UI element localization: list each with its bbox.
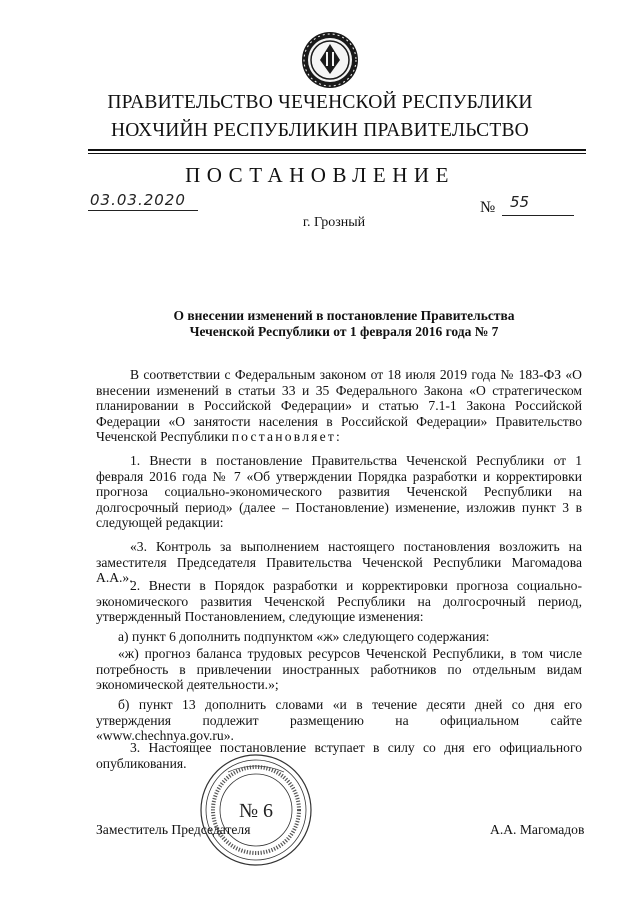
city: г. Грозный: [302, 215, 366, 230]
decree-date: 03.03.2020: [90, 191, 186, 209]
signer-name: А.А. Магомадов: [490, 822, 585, 837]
item-3-text: 3. Настоящее постановление вступает в силу со дня его официального опубликования.: [96, 740, 582, 771]
signer-title: Заместитель Председателя: [96, 822, 251, 837]
item-2a: [96, 629, 582, 645]
item-2: [96, 578, 582, 625]
document-type: ПОСТАНОВЛЕНИЕ: [185, 163, 455, 187]
header-rule-thick: [88, 149, 586, 151]
item-2a-quote: [96, 646, 582, 693]
item-2b-text: б) пункт 13 дополнить словами «и в течение десяти дней со дня его утверждения подлежит размещению на официальном сайте «www.chechnya.gov.ru».: [96, 697, 582, 744]
decree-subject: [120, 308, 568, 340]
header-rule-thin: [88, 153, 586, 154]
item-2-text: 2. Внести в Порядок разработки и корректировки прогноза социально-экономического развития Чеченской Республики на долгосрочный период, утвержденный Постановлением, следующие изменения:: [96, 578, 582, 625]
subject-line-2: Чеченской Республики от 1 февраля 2016 года № 7: [189, 324, 499, 339]
number-sign: №: [480, 199, 496, 216]
government-name-ce: НОХЧИЙН РЕСПУБЛИКИН ПРАВИТЕЛЬСТВО: [111, 120, 529, 141]
official-round-seal-icon: [198, 752, 314, 868]
item-2a-text: а) пункт 6 дополнить подпунктом «ж» следующего содержания:: [118, 629, 490, 644]
subject-line-1: О внесении изменений в постановление Правительства: [173, 308, 515, 323]
decree-number: 55: [510, 193, 530, 211]
chechen-republic-emblem-icon: [300, 30, 360, 90]
item-1-quote-text: «3. Контроль за выполнением настоящего постановления возложить на заместителя Председателя Правительства Чеченской Республики Магомадова А.А.».: [96, 539, 582, 586]
item-2b: [96, 697, 582, 744]
resolves-word: постановляет:: [231, 429, 342, 445]
item-2a-quote-text: «ж) прогноз баланса трудовых ресурсов Чеченской Республики, в том числе потребность в привлечении иностранных работников по отдельным видам экономической деятельности.»;: [96, 646, 582, 693]
seal-number: № 6: [238, 800, 274, 822]
item-1-text: 1. Внести в постановление Правительства Чеченской Республики от 1 февраля 2016 года № 7 «Об утверждении Порядка разработки и корректировки прогноза социально-экономического развития Чеченской Республики на долгосрочный период» (далее – Постановление) изменение, изложив пункт 3 в следующей редакции:: [96, 453, 582, 531]
preamble-text: В соответствии с Федеральным законом от 18 июля 2019 года № 183-ФЗ «О внесении изменений в статьи 33 и 35 Федерального Закона «О стратегическом планировании в Российской Федерации» и статью 7.1-1 Закона Российской Федерации «О занятости населения в Российской Федерации» Правительство Чеченской Республики: [96, 367, 582, 445]
preamble-paragraph: [96, 367, 582, 445]
item-1: [96, 453, 582, 531]
government-name-ru: ПРАВИТЕЛЬСТВО ЧЕЧЕНСКОЙ РЕСПУБЛИКИ: [107, 92, 533, 113]
date-underline: [88, 210, 198, 211]
item-3: [96, 740, 582, 771]
